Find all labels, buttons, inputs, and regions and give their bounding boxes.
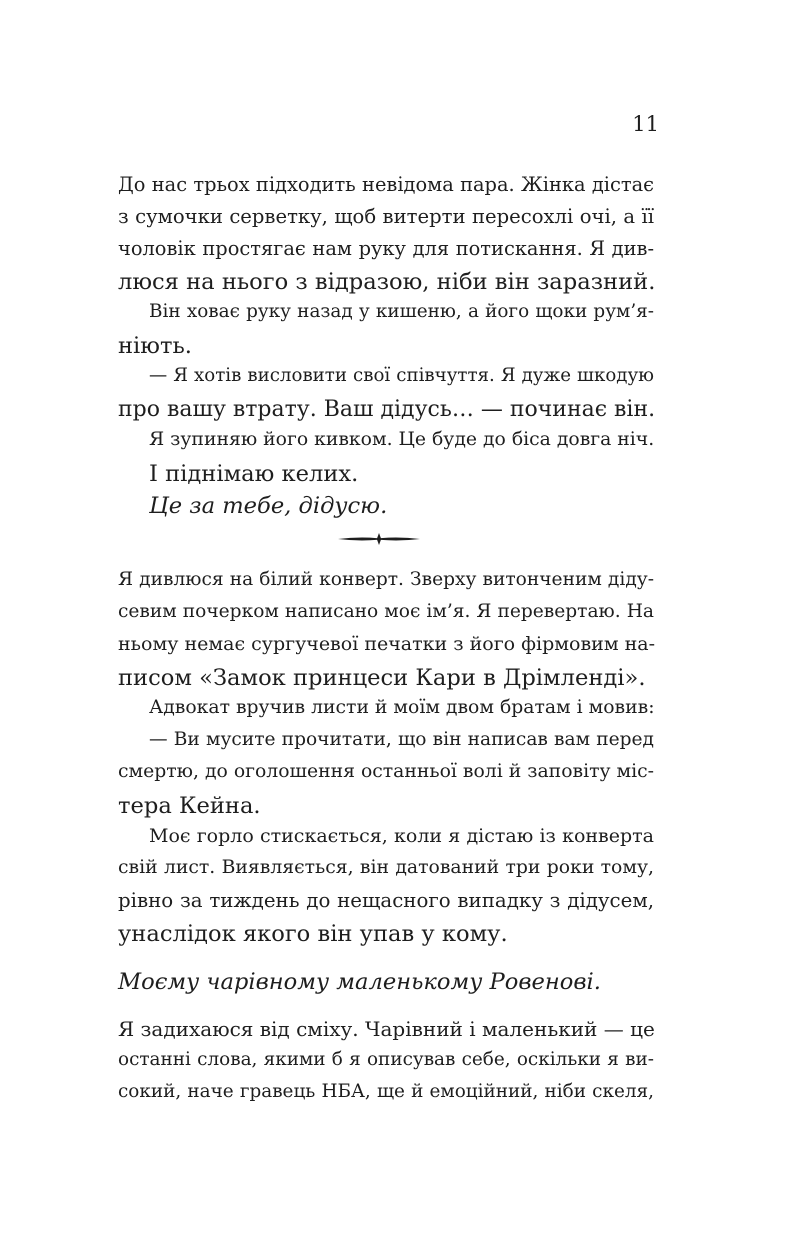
text-line: про вашу втрату. Ваш дідусь… — починає він.	[118, 397, 656, 422]
text-line: І піднімаю келих.	[149, 461, 359, 487]
text-line: До нас трьох підходить невідома пара. Жінка дістає	[118, 173, 654, 196]
text-line: люся на нього з відразою, ніби він заразний.	[118, 269, 656, 295]
text-line: смертю, до оголошення останньої волі й заповіту міс-	[118, 761, 654, 782]
italic-text-line: Це за тебе, дідусю.	[149, 493, 388, 519]
text-line: унаслідок якого він упав у кому.	[118, 921, 508, 947]
text-line: Моє горло стискається, коли я дістаю із конверта	[149, 825, 654, 847]
text-line: тера Кейна.	[118, 793, 261, 819]
text-line: чоловік простягає нам руку для потискання. Я див-	[118, 237, 654, 260]
text-line: свій лист. Виявляється, він датований три роки тому,	[118, 857, 654, 878]
text-line: Він ховає руку назад у кишеню, а його щоки рум’я-	[149, 301, 654, 322]
text-line: сокий, наче гравець НБА, ще й емоційний, ніби скеля,	[118, 1081, 654, 1102]
page-number: 11	[632, 112, 659, 136]
text-line: — Ви мусите прочитати, що він написав вам перед	[149, 729, 654, 750]
text-line: рівно за тиждень до нещасного випадку з дідусем,	[118, 889, 654, 912]
text-line: Я задихаюся від сміху. Чарівний і маленький — це	[118, 1017, 655, 1041]
text-line: ньому немає сургучевої печатки з його фірмовим на-	[118, 633, 656, 655]
text-line: севим почерком написано моє ім’я. Я перевертаю. На	[118, 601, 654, 622]
text-line: з сумочки серветку, щоб витерти пересохлі очі, а її	[118, 205, 654, 228]
section-divider-ornament	[338, 533, 420, 545]
text-line: писом «Замок принцеси Кари в Дрімленді».	[118, 665, 646, 691]
italic-text-line: Моєму чарівному маленькому Ровенові.	[118, 969, 601, 995]
text-line: Я дивлюся на білий конверт. Зверху витонченим діду-	[118, 569, 654, 590]
text-line: Адвокат вручив листи й моїм двом братам і мовив:	[149, 697, 655, 718]
text-line: ніють.	[118, 333, 192, 359]
text-line: — Я хотів висловити свої співчуття. Я дуже шкодую	[149, 365, 654, 386]
text-line: Я зупиняю його кивком. Це буде до біса довга ніч.	[149, 429, 655, 450]
text-line: останні слова, якими б я описував себе, оскільки я ви-	[118, 1049, 654, 1070]
